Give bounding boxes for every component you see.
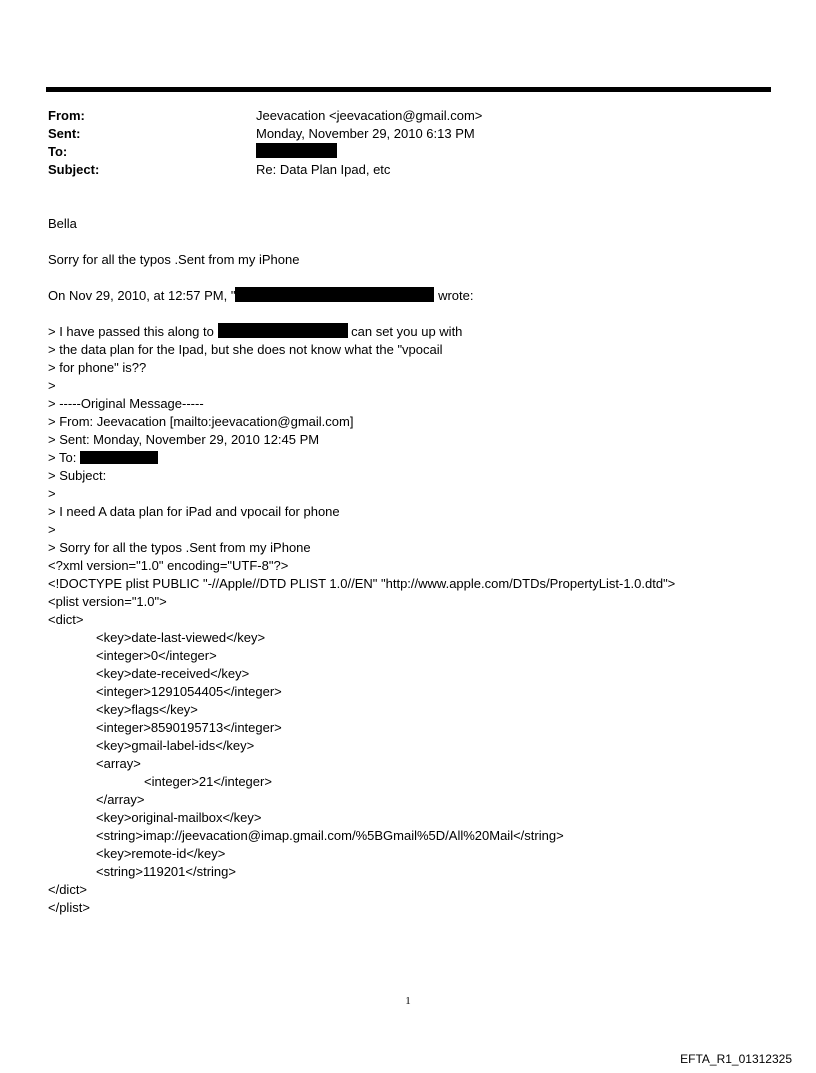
plist-line: <integer>8590195713</integer> <box>96 720 282 735</box>
plist-line: <array> <box>96 756 141 771</box>
top-rule <box>46 87 771 92</box>
quote-line-12: > <box>48 522 56 537</box>
from-label: From: <box>48 108 85 123</box>
from-value: Jeevacation <jeevacation@gmail.com> <box>256 108 483 123</box>
quote-line-4: > <box>48 378 56 393</box>
plist-line: <integer>0</integer> <box>96 648 217 663</box>
signature-line: Sorry for all the typos .Sent from my iPhone <box>48 252 300 267</box>
plist-line: <key>remote-id</key> <box>96 846 226 861</box>
plist-line: <key>date-last-viewed</key> <box>96 630 266 645</box>
plist-line: <dict> <box>48 612 84 627</box>
plist-line: </dict> <box>48 882 88 897</box>
redaction-box <box>218 323 348 338</box>
plist-line: </plist> <box>48 900 90 915</box>
quote-line-8 <box>48 449 158 467</box>
quote-line-1 <box>48 323 462 341</box>
plist-line: <integer>21</integer> <box>144 774 272 789</box>
quote-line-10: > <box>48 486 56 501</box>
page-number: 1 <box>405 995 411 1007</box>
quote-line-11: > I need A data plan for iPad and vpocail for phone <box>48 504 340 519</box>
document-id: EFTA_R1_01312325 <box>680 1052 792 1066</box>
subject-value: Re: Data Plan Ipad, etc <box>256 162 391 177</box>
quote-line-8-text: > To: <box>48 450 77 465</box>
plist-line: <string>119201</string> <box>96 864 236 879</box>
subject-label: Subject: <box>48 162 100 177</box>
quote-line-9: > Subject: <box>48 468 107 483</box>
greeting: Bella <box>48 216 77 231</box>
to-value-redacted <box>256 143 337 161</box>
quote-intro-before: On Nov 29, 2010, at 12:57 PM, " <box>48 288 236 303</box>
quote-line-3: > for phone" is?? <box>48 360 147 375</box>
plist-line: <key>original-mailbox</key> <box>96 810 262 825</box>
quote-line-2: > the data plan for the Ipad, but she does not know what the "vpocail <box>48 342 443 357</box>
quote-line-13: > Sorry for all the typos .Sent from my iPhone <box>48 540 311 555</box>
plist-line: <key>gmail-label-ids</key> <box>96 738 255 753</box>
plist-line: <key>flags</key> <box>96 702 198 717</box>
to-label: To: <box>48 144 68 159</box>
quote-line-1-after: can set you up with <box>351 324 463 339</box>
plist-line: <?xml version="1.0" encoding="UTF-8"?> <box>48 558 289 573</box>
plist-line: </array> <box>96 792 145 807</box>
quote-line-1-before: > I have passed this along to <box>48 324 214 339</box>
sent-value: Monday, November 29, 2010 6:13 PM <box>256 126 475 141</box>
quote-intro <box>48 287 473 305</box>
redaction-box <box>80 451 158 464</box>
plist-line: <string>imap://jeevacation@imap.gmail.com/%5BGmail%5D/All%20Mail</string> <box>96 828 564 843</box>
sent-label: Sent: <box>48 126 81 141</box>
quote-line-7: > Sent: Monday, November 29, 2010 12:45 PM <box>48 432 320 447</box>
plist-line: <integer>1291054405</integer> <box>96 684 282 699</box>
quote-intro-after: wrote: <box>438 288 474 303</box>
quote-line-6: > From: Jeevacation [mailto:jeevacation@gmail.com] <box>48 414 354 429</box>
redaction-box <box>235 287 434 302</box>
quote-line-5: > -----Original Message----- <box>48 396 204 411</box>
plist-line: <key>date-received</key> <box>96 666 250 681</box>
plist-line: <plist version="1.0"> <box>48 594 167 609</box>
plist-line: <!DOCTYPE plist PUBLIC "-//Apple//DTD PLIST 1.0//EN" "http://www.apple.com/DTDs/PropertyList-1.0.dtd"> <box>48 576 676 591</box>
